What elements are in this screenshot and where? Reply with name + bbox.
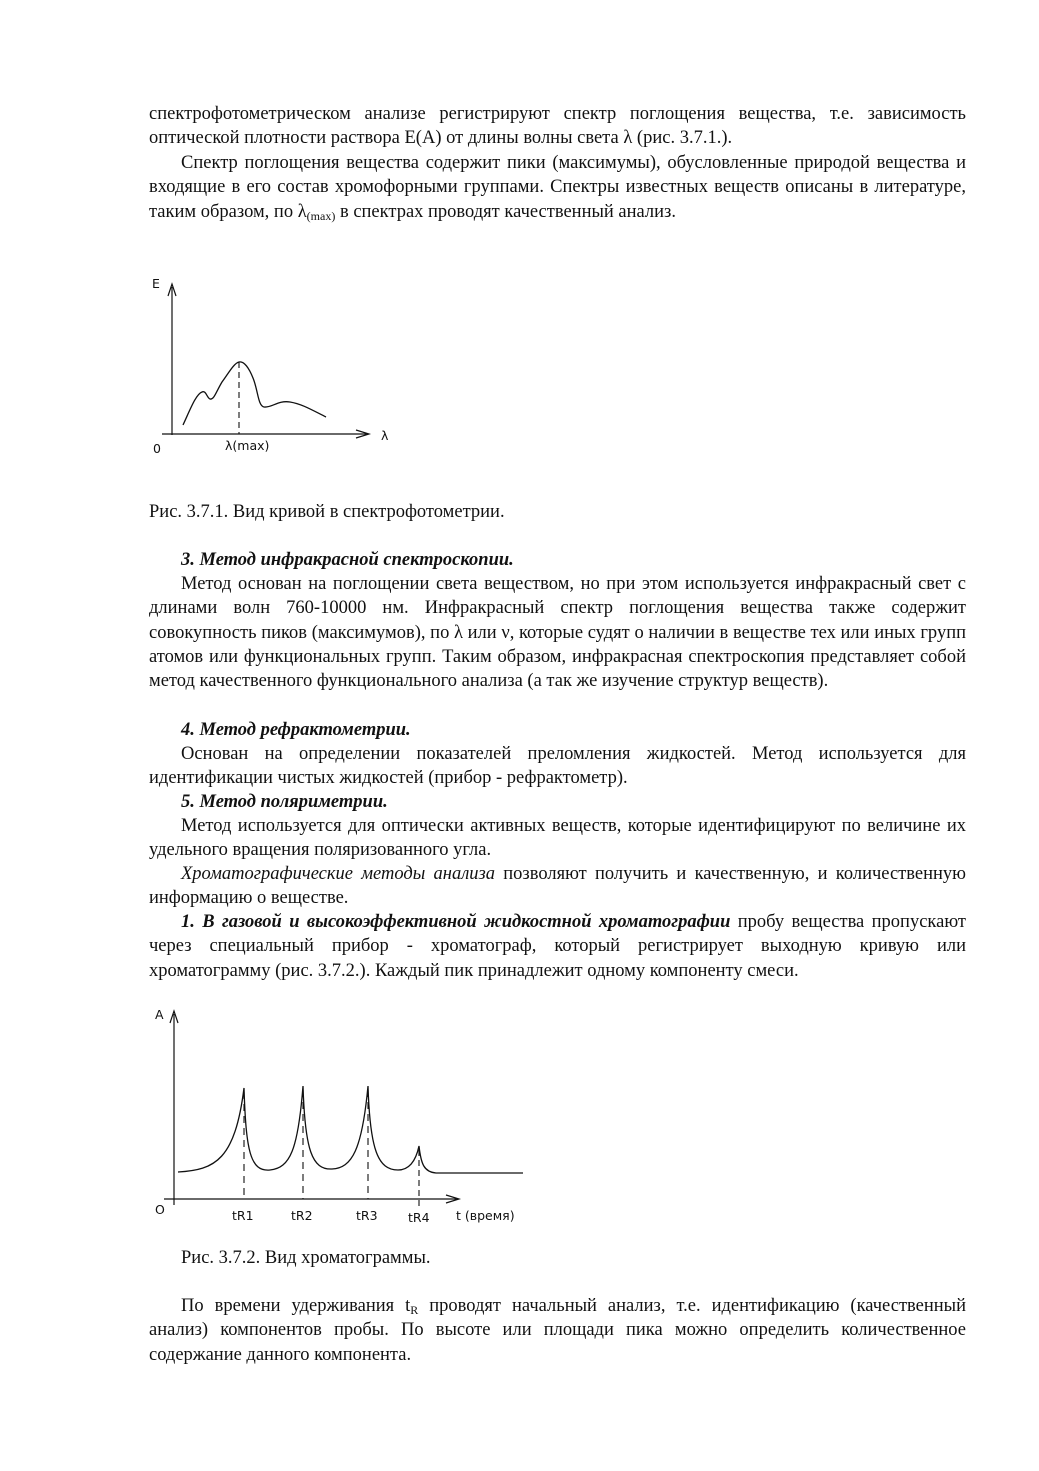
paragraph-refractometry: Основан на определении показателей преломления жидкостей. Метод используется для идентификации чистых жидкостей (прибор - рефрактометр). — [149, 744, 966, 789]
text: пробу вещества пропускают через специальный прибор - хроматограф, который регистрирует выходную кривую или хроматограмму (рис. 3.7.2.). Каждый пик принадлежит одному компоненту смеси. — [149, 912, 966, 981]
italic-term: Хроматографические методы анализа — [181, 864, 496, 884]
heading-polarimetry: 5. Метод поляриметрии. — [181, 792, 388, 812]
text: По времени удерживания t — [181, 1296, 411, 1316]
paragraph-spectrophotometry-intro: спектрофотометрическом анализе регистрируют спектр поглощения вещества, т.е. зависимость оптической плотности раствора Е(А) от длины волны света λ (рис. 3.7.1.). — [149, 104, 966, 149]
origin-label: 0 — [153, 441, 161, 456]
figure1-caption: Рис. 3.7.1. Вид кривой в спектрофотометрии. — [149, 502, 505, 522]
text: в спектрах проводят качественный анализ. — [335, 201, 676, 222]
spectrum-curve — [183, 362, 326, 425]
bold-term: 1. В газовой и высокоэффективной жидкостной хроматографии — [181, 912, 731, 932]
chromatogram-curve — [178, 1086, 523, 1173]
text: Спектр поглощения вещества содержит пики (максимумы), обусловленные природой вещества и входящие в его состав хромофорными группами. Спектры известных веществ описаны в литературе, таким образом, по λ — [149, 153, 966, 222]
paragraph-ir-spectroscopy: Метод основан на поглощении света веществом, но при этом используется инфракрасный свет с длинами волн 760-10000 нм. Инфракрасный спектр поглощения вещества также содержит совокупность пиков (максимумов), по λ или ν, которые судят о наличии в веществе тех или иных групп атомов или функциональных групп. Таким образом, инфракрасная спектроскопия представляет собой метод качественного функционального анализа (а так же изучение структур веществ). — [149, 574, 966, 692]
paragraph-absorption-spectrum — [149, 151, 966, 224]
paragraph-polarimetry: Метод используется для оптически активных веществ, которые идентифицируют по величине их удельного вращения поляризованного угла. — [149, 816, 966, 861]
y-axis-label: E — [152, 276, 160, 291]
heading-ir-spectroscopy: 3. Метод инфракрасной спектроскопии. — [181, 550, 514, 570]
paragraph-retention-time — [149, 1294, 966, 1367]
paragraph-chromatographic-methods — [149, 862, 966, 911]
peak-label-tr2: tR2 — [291, 1208, 313, 1223]
x-axis-label: λ — [381, 428, 389, 443]
text: позволяют получить и качественную, и количественную информацию о веществе. — [149, 864, 966, 909]
y-axis-label: A — [155, 1007, 164, 1022]
peak-label-tr3: tR3 — [356, 1208, 378, 1223]
peak-label: λ(max) — [225, 438, 270, 453]
text: проводят начальный анализ, т.е. идентификацию (качественный анализ) компонентов пробы. По высоте или площади пика можно определить количественное содержание данного компонента. — [149, 1296, 966, 1365]
figure-chromatogram — [140, 1000, 530, 1230]
peak-label-tr1: tR1 — [232, 1208, 254, 1223]
subscript: (max) — [306, 208, 336, 223]
paragraph-gas-chromatography — [149, 910, 966, 983]
heading-refractometry: 4. Метод рефрактометрии. — [181, 720, 411, 740]
peak-label-tr4: tR4 — [408, 1210, 430, 1225]
figure-spectrum — [140, 270, 410, 465]
x-axis-label: t (время) — [456, 1208, 515, 1223]
origin-label: O — [155, 1202, 165, 1217]
subscript: R — [410, 1303, 419, 1317]
figure2-caption: Рис. 3.7.2. Вид хроматограммы. — [181, 1248, 431, 1268]
